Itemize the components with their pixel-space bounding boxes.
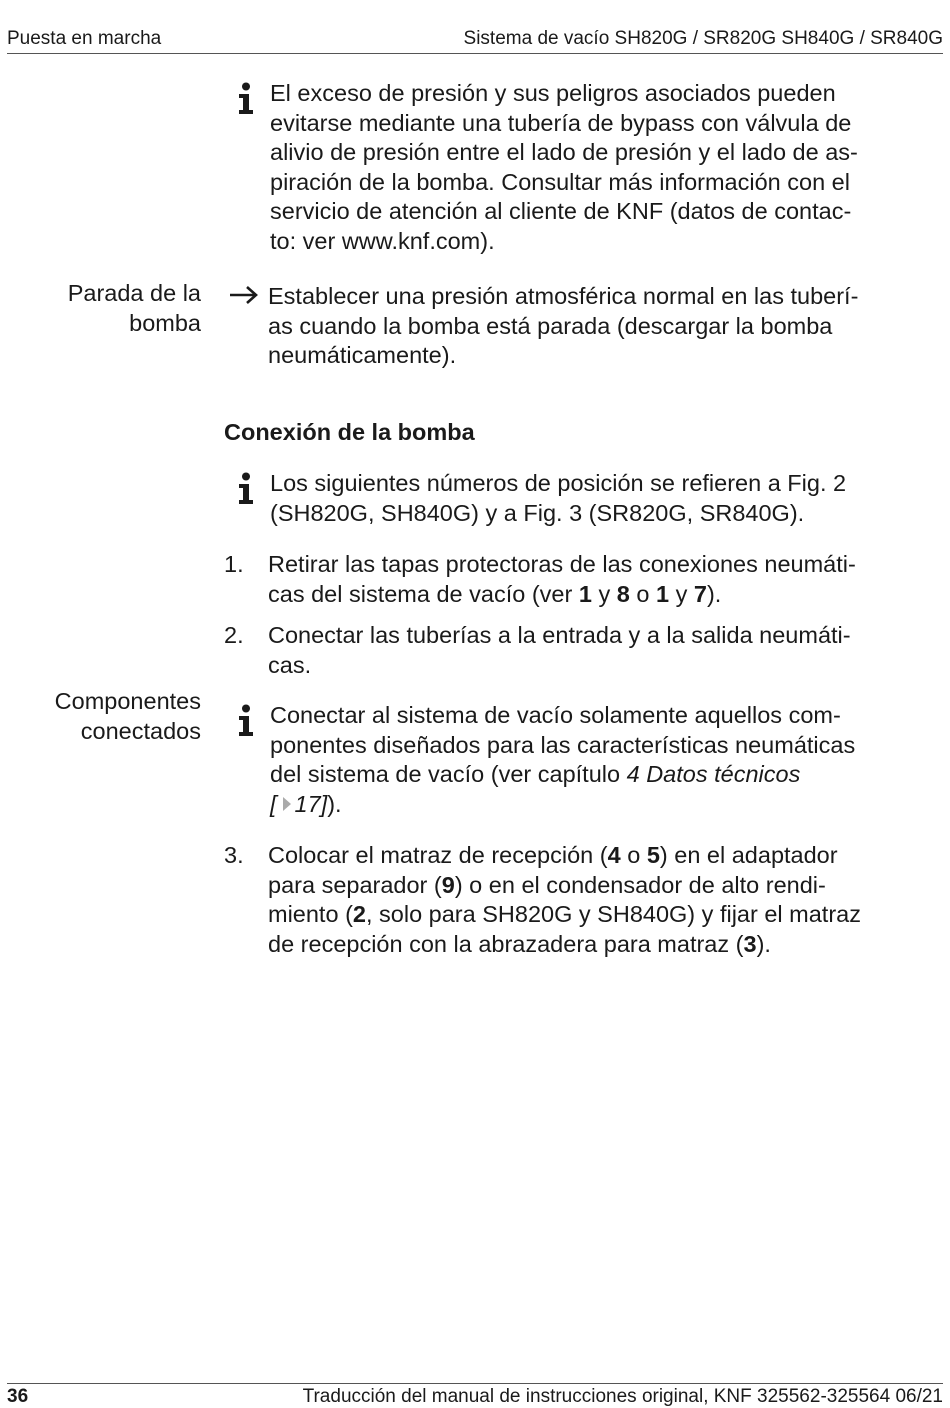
step-line: para separador (9) o en el condensador de alto rendi-: [268, 871, 826, 898]
note-line: servicio de atención al cliente de KNF (datos de contac-: [270, 198, 852, 224]
note-line: ponentes diseñados para las características neumáticas: [270, 731, 856, 758]
footer-document-info: Traducción del manual de instrucciones original, KNF 325562-325564 06/21: [302, 1386, 943, 1407]
arrow-right-icon: [229, 285, 261, 305]
info-icon: [236, 472, 256, 506]
step-1-text: [268, 550, 923, 609]
side-label-line: bomba: [129, 309, 201, 336]
note-line: [ 17]).: [270, 790, 342, 817]
step-line: de recepción con la abrazadera para matraz (3).: [268, 930, 771, 957]
note-bypass: [270, 79, 920, 256]
footer-rule: [7, 1383, 943, 1384]
info-icon: [236, 82, 256, 116]
chapter-reference-link[interactable]: 4 Datos técnicos: [626, 761, 801, 787]
page-reference-link[interactable]: 17]: [294, 790, 328, 817]
step-line: Retirar las tapas protectoras de las conexiones neumáti-: [268, 551, 856, 577]
note-line: alivio de presión entre el lado de presión y el lado de as-: [270, 139, 858, 165]
page-reference-icon: [283, 797, 291, 811]
step-number: 2.: [224, 622, 244, 648]
note-line: El exceso de presión y sus peligros asociados pueden: [270, 80, 836, 106]
note-line: del sistema de vacío (ver capítulo 4 Datos técnicos: [270, 761, 801, 787]
page-number: 36: [7, 1386, 29, 1407]
header-document-title: Sistema de vacío SH820G / SR820G SH840G / SR840G: [463, 28, 943, 49]
header-section-title: Puesta en marcha: [7, 28, 162, 49]
step-3-text: [268, 841, 923, 959]
note-line: evitarse mediante una tubería de bypass con válvula de: [270, 109, 852, 136]
note-position-numbers: [270, 469, 920, 528]
step-number: 1.: [224, 551, 244, 577]
section-heading: Conexión de la bomba: [224, 419, 475, 445]
instruction-line: neumáticamente).: [268, 342, 457, 368]
side-label-line: Parada de la: [67, 280, 201, 306]
step-2-text: [268, 621, 923, 680]
header-rule: [7, 53, 943, 54]
note-line: to: ver www.knf.com).: [270, 227, 495, 254]
step-line: cas del sistema de vacío (ver 1 y 8 o 1 y 7).: [268, 580, 722, 607]
step-line: Colocar el matraz de recepción (4 o 5) en el adaptador: [268, 842, 838, 868]
info-icon: [236, 704, 256, 738]
instruction-line: as cuando la bomba está parada (descargar la bomba: [268, 312, 833, 339]
note-line: piración de la bomba. Consultar más información con el: [270, 168, 850, 195]
side-label-connected-components: [0, 687, 201, 746]
side-label-line: conectados: [80, 717, 201, 744]
step-line: Conectar las tuberías a la entrada y a la salida neumáti-: [268, 622, 851, 648]
instruction-line: Establecer una presión atmosférica normal en las tuberí-: [268, 283, 859, 309]
note-connected-components: [270, 701, 920, 819]
step-line: cas.: [268, 651, 312, 678]
note-line: (SH820G, SH840G) y a Fig. 3 (SR820G, SR840G).: [270, 499, 805, 526]
note-line: Los siguientes números de posición se refieren a Fig. 2: [270, 470, 847, 496]
note-line: Conectar al sistema de vacío solamente aquellos com-: [270, 702, 841, 728]
side-label-pump-stop: [0, 279, 201, 338]
side-label-line: Componentes: [54, 688, 201, 714]
step-number: 3.: [224, 842, 244, 868]
step-line: miento (2, solo para SH820G y SH840G) y fijar el matraz: [268, 901, 861, 927]
pump-stop-instruction: [268, 282, 918, 371]
